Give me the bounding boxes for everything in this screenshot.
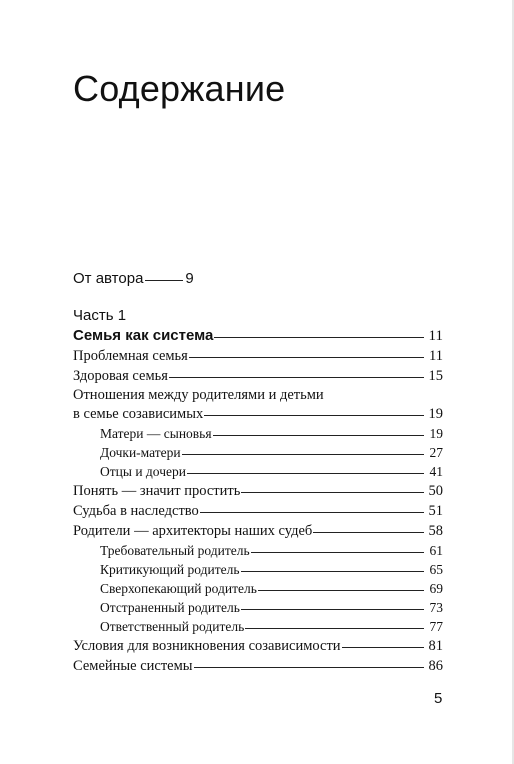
toc-entry[interactable] — [73, 656, 443, 676]
toc-entry-label: Сверхопекающий родитель — [100, 581, 257, 596]
toc-entry-page: 65 — [429, 562, 443, 577]
page-number: 5 — [434, 690, 443, 707]
toc-entry-label: в семье созависимых — [73, 406, 204, 422]
toc-entry[interactable] — [73, 501, 443, 521]
toc-entry-label: Проблемная семья — [73, 348, 188, 364]
toc-entry-page: 58 — [428, 523, 443, 539]
toc-entry-author[interactable] — [73, 270, 194, 287]
toc-entry-page: 86 — [428, 658, 443, 674]
toc-entry-page: 41 — [429, 464, 443, 479]
toc-entry-page: 61 — [429, 543, 443, 558]
dot-leader — [169, 377, 424, 378]
toc-entry-label: Семейные системы — [73, 658, 193, 674]
dot-leader — [200, 512, 424, 513]
dot-leader — [241, 571, 424, 572]
toc-subentry[interactable] — [73, 579, 443, 598]
dot-leader — [204, 415, 424, 416]
dot-leader — [258, 590, 424, 591]
toc-entry-label: Условия для возникновения созависимости — [73, 638, 341, 654]
toc-entry-label: Отстраненный родитель — [100, 600, 240, 615]
toc-subentry[interactable] — [73, 560, 443, 579]
toc-entry-label: Родители — архитекторы наших судеб — [73, 523, 313, 539]
toc-entry-page: 73 — [429, 600, 443, 615]
part-label: Часть 1 — [73, 307, 127, 324]
toc-entry-page: 11 — [428, 328, 443, 344]
dot-leader — [214, 337, 424, 338]
dot-leader — [145, 280, 183, 281]
toc-subentry[interactable] — [73, 541, 443, 560]
toc-entry-page: 19 — [429, 426, 443, 441]
toc-entry-label: Матери — сыновья — [100, 426, 212, 441]
toc-subentry[interactable] — [73, 598, 443, 617]
dot-leader — [342, 647, 424, 648]
toc-entry-page: 50 — [428, 483, 443, 499]
toc-subentry[interactable] — [73, 462, 443, 481]
toc-entry-page: 81 — [428, 638, 443, 654]
toc-entry[interactable] — [73, 366, 443, 386]
toc-entry-label: От автора — [73, 270, 144, 287]
dot-leader — [189, 357, 424, 358]
toc-entry-page: 77 — [429, 619, 443, 634]
dot-leader — [213, 435, 424, 436]
table-of-contents — [73, 326, 443, 676]
toc-entry[interactable] — [73, 481, 443, 501]
toc-subentry[interactable] — [73, 424, 443, 443]
toc-entry[interactable] — [73, 636, 443, 656]
toc-part-heading[interactable] — [73, 326, 443, 346]
toc-entry-page: 27 — [429, 445, 443, 460]
dot-leader — [241, 609, 424, 610]
dot-leader — [187, 473, 424, 474]
toc-entry-page: 51 — [428, 503, 443, 519]
toc-entry[interactable] — [73, 521, 443, 541]
dot-leader — [194, 667, 424, 668]
toc-subentry[interactable] — [73, 617, 443, 636]
dot-leader — [182, 454, 424, 455]
toc-entry-label: Дочки-матери — [100, 445, 181, 460]
toc-entry-label: Понять — значит простить — [73, 483, 241, 499]
dot-leader — [245, 628, 424, 629]
dot-leader — [313, 532, 424, 533]
toc-entry-label: Критикующий родитель — [100, 562, 240, 577]
dot-leader — [241, 492, 424, 493]
toc-entry-page: 11 — [429, 348, 443, 364]
toc-entry[interactable] — [73, 386, 443, 424]
toc-entry-label: Здоровая семья — [73, 368, 168, 384]
toc-entry-label: Семья как система — [73, 327, 214, 344]
toc-entry-page: 15 — [428, 368, 443, 384]
page-title: Содержание — [73, 68, 286, 109]
toc-entry-page: 19 — [428, 406, 443, 422]
toc-entry-label: Требовательный родитель — [100, 543, 250, 558]
toc-entry[interactable] — [73, 346, 443, 366]
toc-entry-label: Отцы и дочери — [100, 464, 186, 479]
toc-entry-label: Ответственный родитель — [100, 619, 245, 634]
dot-leader — [251, 552, 424, 553]
toc-entry-page: 9 — [185, 270, 194, 287]
toc-entry-page: 69 — [429, 581, 443, 596]
toc-subentry[interactable] — [73, 443, 443, 462]
toc-entry-label: Судьба в наследство — [73, 503, 199, 519]
toc-entry-label-line1: Отношения между родителями и детьми — [73, 387, 324, 403]
